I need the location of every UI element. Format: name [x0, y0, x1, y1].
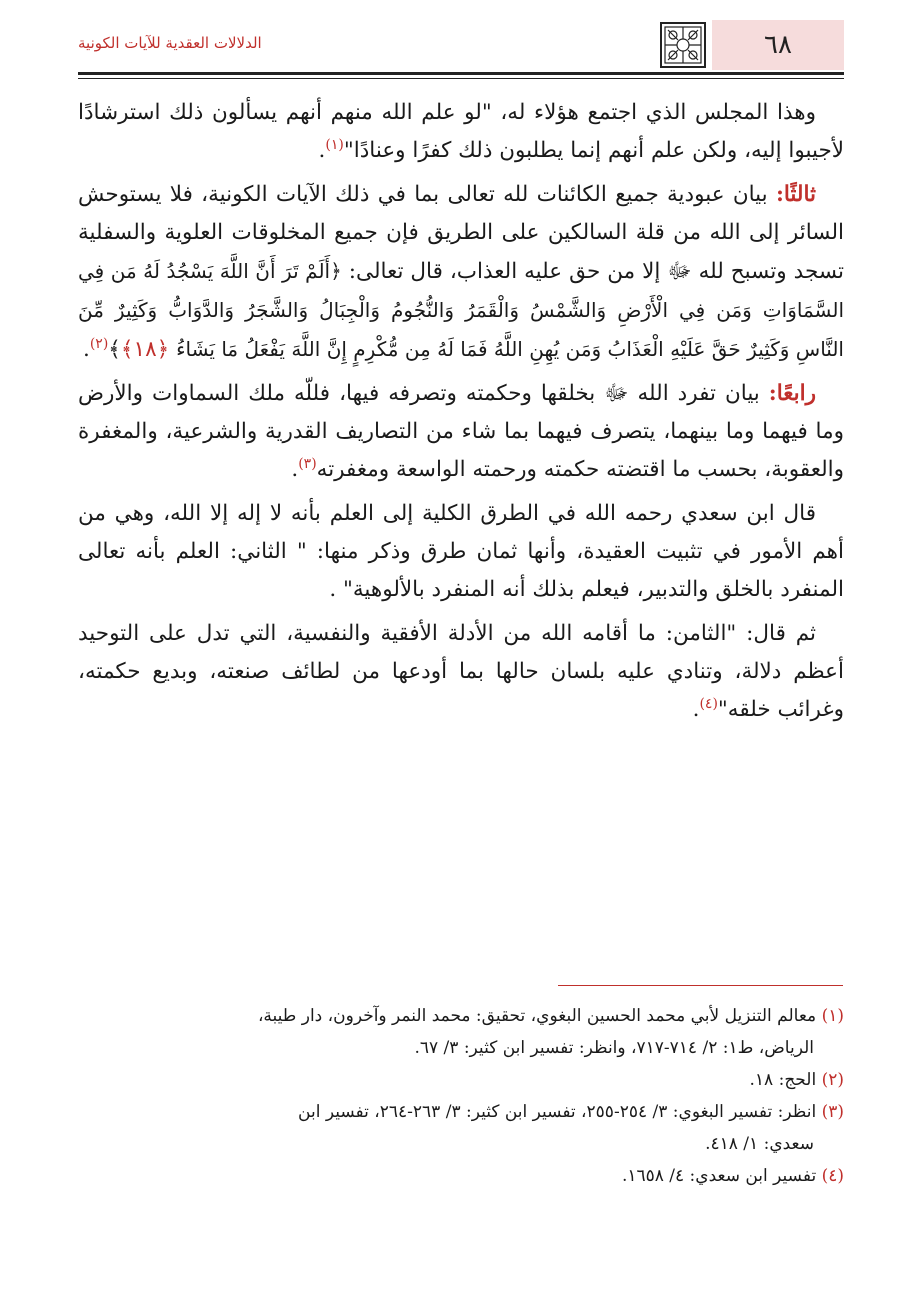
footnote-continuation: الرياض، ط١: ٢/ ٧١٤-٧١٧، وانظر: تفسير ابن كثير: ٣/ ٦٧. [414, 1038, 814, 1058]
paragraph-4: قال ابن سعدي رحمه الله في الطرق الكلية إلى العلم بأنه لا إله إلا الله، وهي من أهم الأمور في تثبيت العقيدة، وأنها ثمان طرق وذكر منها: " الثاني: العلم بأنه تعالى المنفرد بالخلق والتدبير، فيعلم بذلك أنه المنفرد بالألوهية" . [78, 501, 844, 602]
footnote: (١) معالم التنزيل لأبي محمد الحسين البغوي، تحقيق: محمد النمر وآخرون، دار طيبة، [257, 1006, 844, 1026]
footnote-number: (٣) [821, 1102, 844, 1122]
point-lead: رابعًا: [768, 381, 816, 406]
footnotes [78, 1000, 844, 1192]
paragraph-2: ثالثًا: بيان عبودية جميع الكائنات لله تعالى بما في ذلك الآيات الكونية، فلا يستوحش السائر إلى الله من قلة السالكين على الطريق فإن جميع المخلوقات العلوية والسفلية تسجد وتسبح لله ﷻ إلا من حق عليه العذاب، قال تعالى: ﴿أَلَمْ تَرَ أَنَّ اللَّهَ يَسْجُدُ لَهُ مَن فِي السَّمَاوَاتِ وَمَن فِي الْأَرْضِ وَالشَّمْسُ وَالْقَمَرُ وَالنُّجُومُ وَالْجِبَالُ وَالشَّجَرُ وَالدَّوَابُّ وَكَثِيرٌ مِّنَ النَّاسِ وَكَثِيرٌ حَقَّ عَلَيْهِ الْعَذَابُ وَمَن يُهِنِ اللَّهُ فَمَا لَهُ مِن مُّكْرِمٍ إِنَّ اللَّهَ يَفْعَلُ مَا يَشَاءُ ﴿١٨﴾﴾$^{(٢)}$. [78, 182, 844, 362]
header-divider [78, 72, 844, 75]
ornament-icon [660, 22, 706, 68]
point-lead: ثالثًا: [775, 182, 816, 207]
footnote-ref[interactable]: (٤) [699, 695, 718, 712]
quran-verse: ﴿أَلَمْ تَرَ أَنَّ اللَّهَ يَسْجُدُ لَهُ مَن فِي السَّمَاوَاتِ وَمَن فِي الْأَرْضِ وَالشَّمْسُ وَالْقَمَرُ وَالنُّجُومُ وَالْجِبَالُ وَالشَّجَرُ وَالدَّوَابُّ وَكَثِيرٌ مِّنَ النَّاسِ وَكَثِيرٌ حَقَّ عَلَيْهِ الْعَذَابُ وَمَن يُهِنِ اللَّهُ فَمَا لَهُ مِن مُّكْرِمٍ إِنَّ اللَّهَ يَفْعَلُ مَا يَشَاءُ [78, 259, 844, 361]
main-text [78, 94, 844, 735]
footnote-continuation: سعدي: ١/ ٤١٨. [705, 1134, 814, 1154]
footnote-number: (٤) [821, 1166, 844, 1186]
paragraph-5: ثم قال: "الثامن: ما أقامه الله من الأدلة الأفقية والنفسية، التي تدل على التوحيد أعظم دلالة، وتنادي عليه بلسان حالها بما أودعها من لطائف صنعته، وبديع حكمته، وغرائب خلقه"$^{(٤)}$. [78, 621, 844, 722]
footnote-ref[interactable]: (٣) [298, 455, 317, 472]
footnote-number: (٢) [821, 1070, 844, 1090]
page-header [78, 20, 844, 70]
paragraph-3: رابعًا: بيان تفرد الله ﷻ بخلقها وحكمته وتصرفه فيها، فللّه ملك السماوات والأرض وما فيهما وما بينهما، يتصرف فيهما بما شاء من التصاريف القدرية والشرعية، والمغفرة والعقوبة، بحسب ما اقتضته حكمته ورحمته الواسعة ومغفرته$^{(٣)}$. [78, 381, 844, 482]
footnote: (٤) تفسير ابن سعدي: ٤/ ١٦٥٨. [621, 1166, 844, 1186]
ayah-number: ﴿١٨﴾ [120, 337, 170, 362]
running-title: الدلالات العقدية للآيات الكونية [78, 34, 262, 52]
footnote-number: (١) [821, 1006, 844, 1026]
footnote: (٢) الحج: ١٨. [749, 1070, 844, 1090]
footnote-ref[interactable]: (٢) [89, 335, 109, 352]
header-divider-thin [78, 78, 844, 79]
page-number: ٦٨ [712, 20, 844, 70]
footnote: (٣) انظر: تفسير البغوي: ٣/ ٢٥٤-٢٥٥، تفسير ابن كثير: ٣/ ٢٦٣-٢٦٤، تفسير ابن [298, 1102, 844, 1122]
paragraph-1: وهذا المجلس الذي اجتمع هؤلاء له، "لو علم الله منهم أنهم يسألون ذلك استرشادًا لأجيبوا إليه، ولكن علم أنهم إنما يطلبون ذلك كفرًا وعنادًا"$^{(١)}$. [78, 100, 844, 163]
footnote-separator [558, 985, 843, 986]
footnote-ref[interactable]: (١) [325, 136, 344, 153]
